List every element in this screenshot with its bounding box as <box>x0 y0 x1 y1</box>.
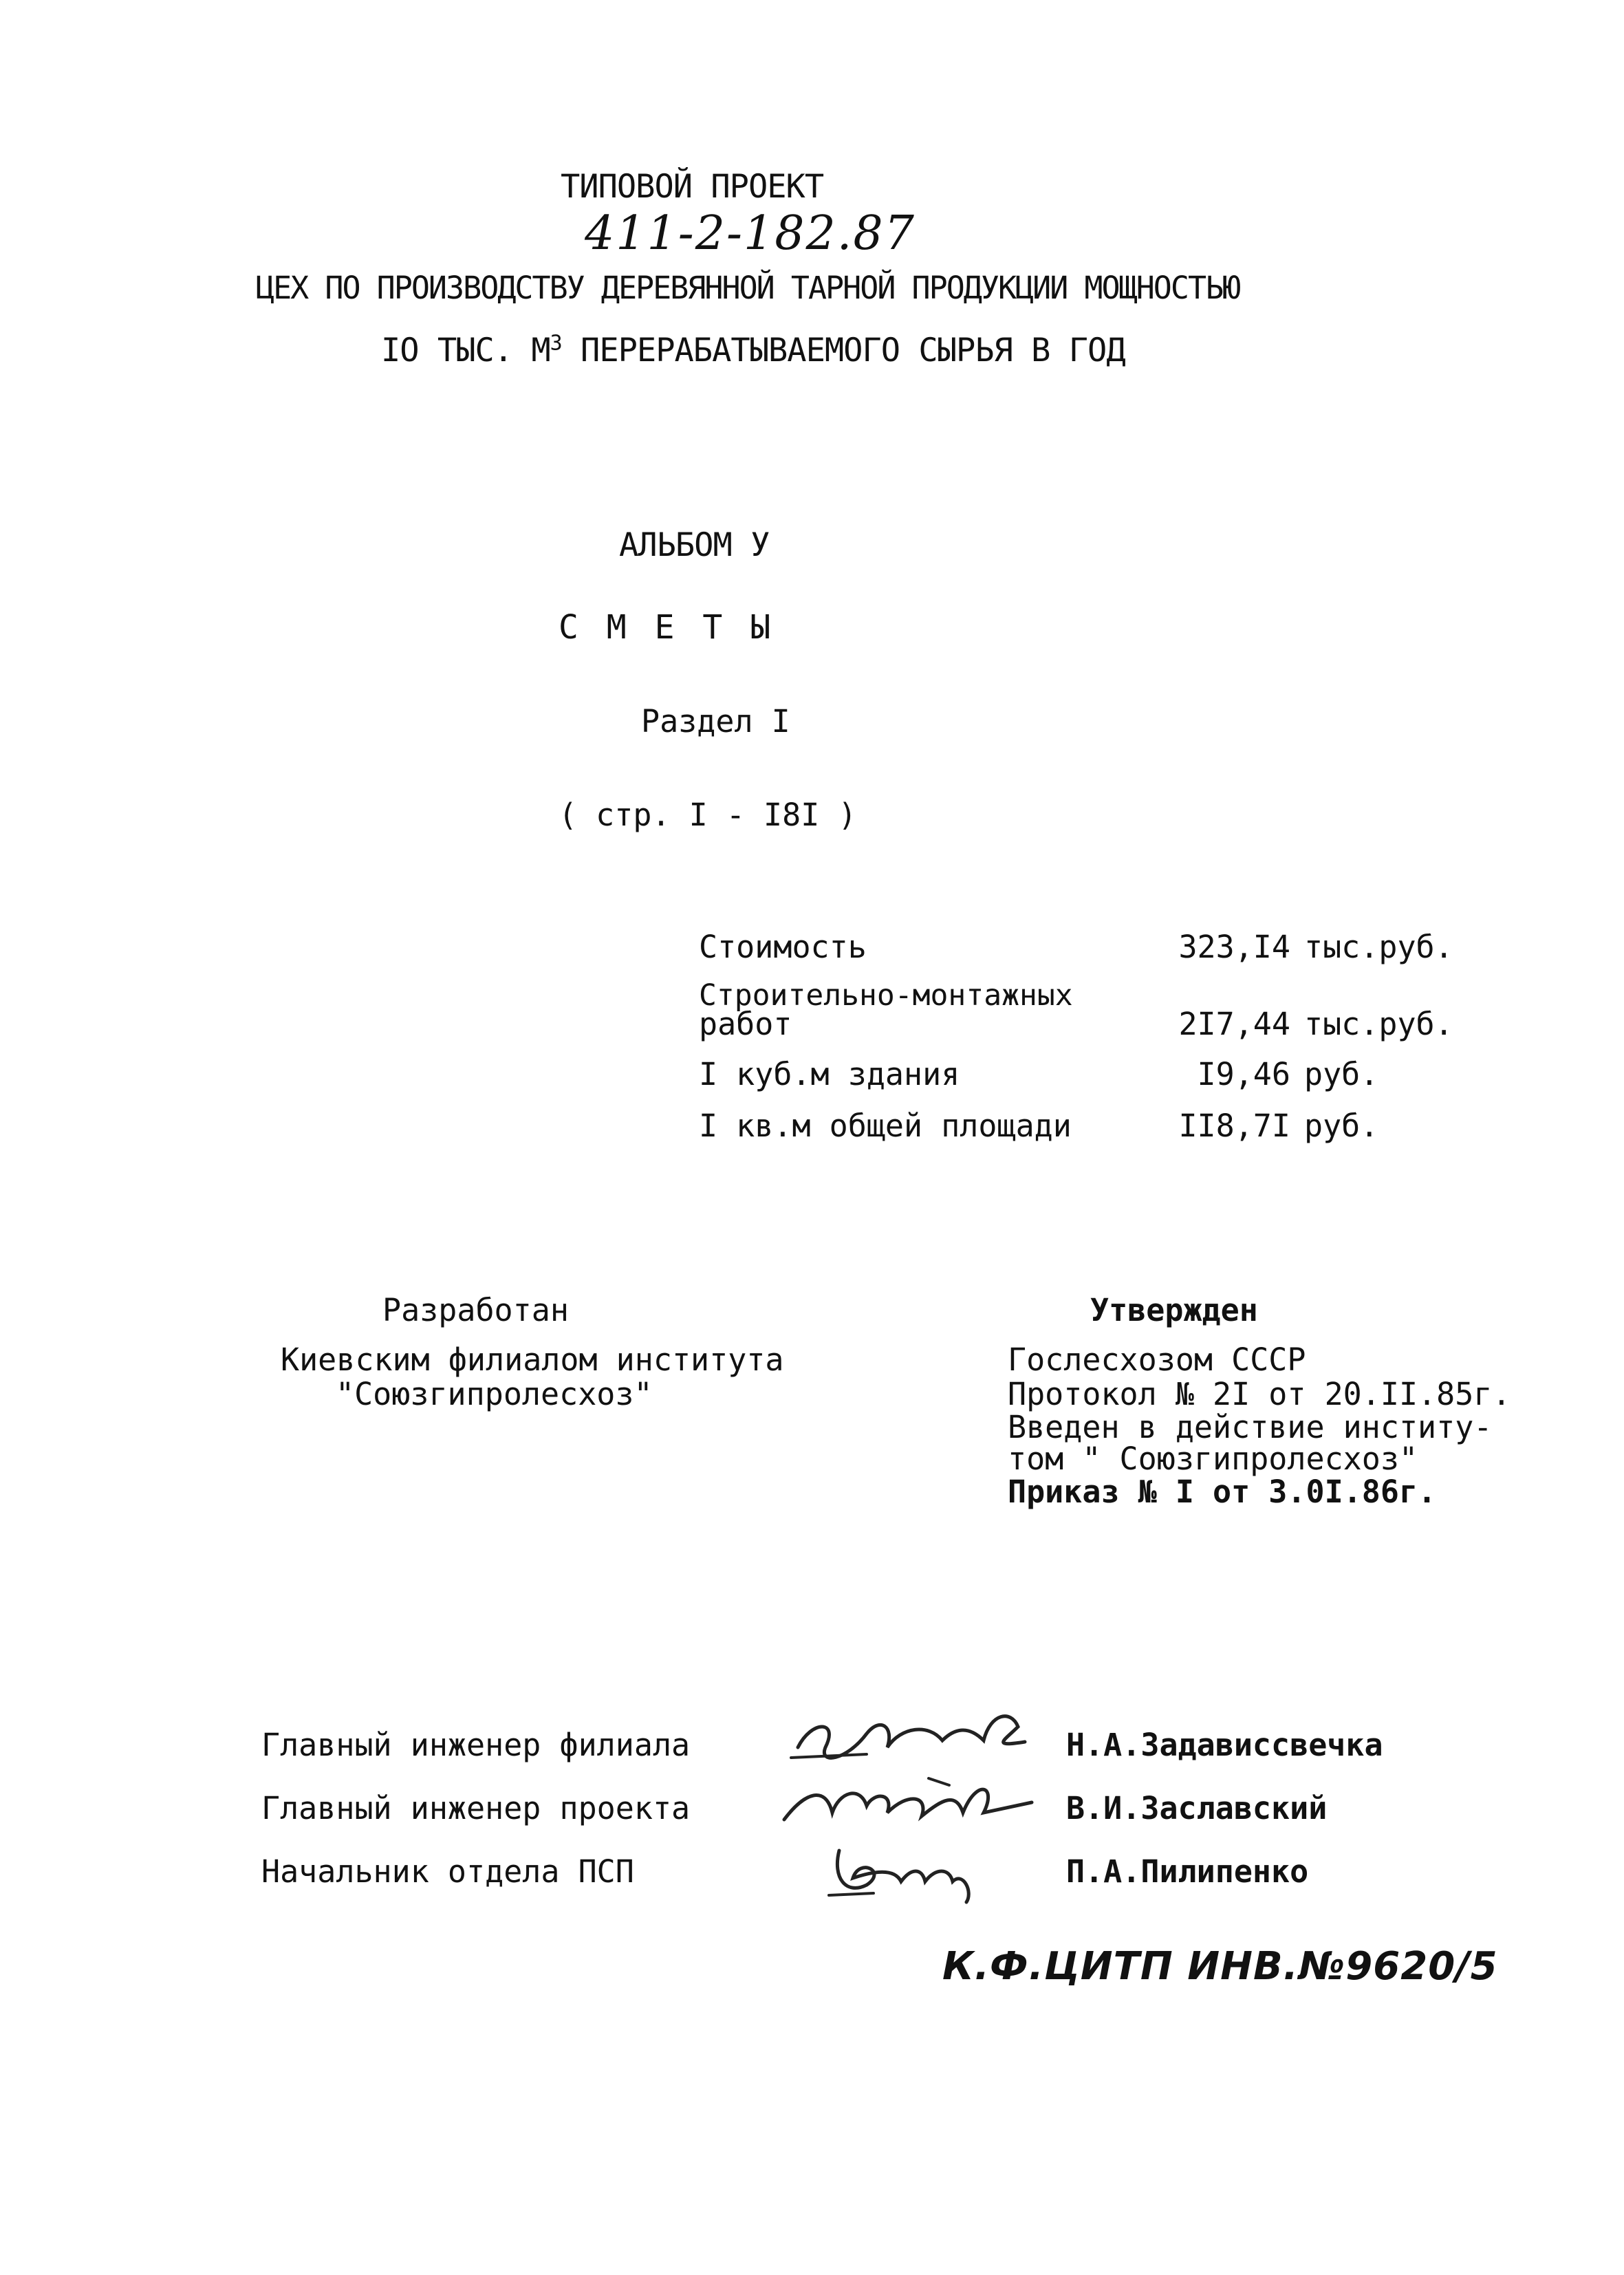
cost-unit: руб. <box>1304 1108 1379 1144</box>
developed-heading: Разработан <box>382 1292 569 1328</box>
title-line-2-end: ПЕРЕРАБАТЫВАЕМОГО СЫРЬЯ В ГОД <box>561 332 1125 369</box>
cost-label: работ <box>699 1006 792 1042</box>
project-type-heading: ТИПОВОЙ ПРОЕКТ <box>561 168 824 206</box>
cost-value: 323,I4 <box>1178 929 1290 965</box>
project-number: 411-2-182.87 <box>585 206 916 261</box>
handwritten-signature-3 <box>819 1830 1025 1912</box>
signature-role-2: Главный инженер проекта <box>261 1790 691 1826</box>
cost-value: II8,7I <box>1178 1108 1290 1144</box>
title-line-1: ЦЕХ ПО ПРОИЗВОДСТВУ ДЕРЕВЯННОЙ ТАРНОЙ ПРОДУКЦИИ МОЩНОСТЬЮ <box>256 270 1240 306</box>
inventory-stamp: К.Ф.ЦИТП ИНВ.№9620/5 <box>942 1944 1498 1989</box>
cost-row-square <box>699 1108 1378 1144</box>
cost-value: I9,46 <box>1197 1056 1290 1092</box>
developed-institute: "Союзгипролесхоз" <box>336 1376 653 1412</box>
approved-line-4: том " Союзгипролесхоз" <box>1008 1441 1418 1477</box>
cost-label: I куб.м здания <box>699 1056 960 1092</box>
handwritten-signature-1 <box>784 1699 1059 1775</box>
title-line-2 <box>381 332 1125 369</box>
signature-name-2: В.И.Заславский <box>1066 1790 1328 1826</box>
cost-unit: тыс.руб. <box>1304 1006 1453 1042</box>
developed-org: Киевским филиалом института <box>281 1341 784 1378</box>
cost-row-total <box>699 929 1453 965</box>
cost-row-cubic <box>699 1056 1378 1092</box>
album-label: АЛЬБОМ У <box>619 526 770 564</box>
signature-role-3: Начальник отдела ПСП <box>261 1853 634 1890</box>
signature-role-1: Главный инженер филиала <box>261 1727 691 1763</box>
signature-name-1: Н.А.Задависсвечка <box>1066 1727 1383 1763</box>
cost-row-construction <box>699 1006 1453 1042</box>
approved-line-1: Гослесхозом СССР <box>1008 1341 1306 1378</box>
approved-line-5: Приказ № I от 3.0I.86г. <box>1008 1474 1437 1510</box>
title-line-2-start: IO ТЫС. М <box>381 332 550 369</box>
approved-heading: Утвержден <box>1090 1292 1258 1328</box>
page-range: ( стр. I - I8I ) <box>559 797 857 833</box>
cost-label: I кв.м общей площади <box>699 1108 1072 1144</box>
approved-line-3: Введен в действие институ- <box>1008 1409 1493 1445</box>
section-label: Раздел I <box>641 703 790 740</box>
cost-label: Стоимость <box>699 929 867 965</box>
approved-line-2: Протокол № 2I от 20.II.85г. <box>1008 1376 1511 1412</box>
title-superscript: 3 <box>550 331 562 356</box>
cost-unit: руб. <box>1304 1056 1379 1092</box>
cost-label-construction: Строительно-монтажных <box>699 978 1073 1013</box>
signature-name-3: П.А.Пилипенко <box>1066 1853 1309 1890</box>
cost-value: 2I7,44 <box>1178 1006 1290 1042</box>
handwritten-signature-2 <box>770 1765 1052 1840</box>
cost-unit: тыс.руб. <box>1304 929 1453 965</box>
estimates-heading: С М Е Т Ы <box>559 608 775 647</box>
